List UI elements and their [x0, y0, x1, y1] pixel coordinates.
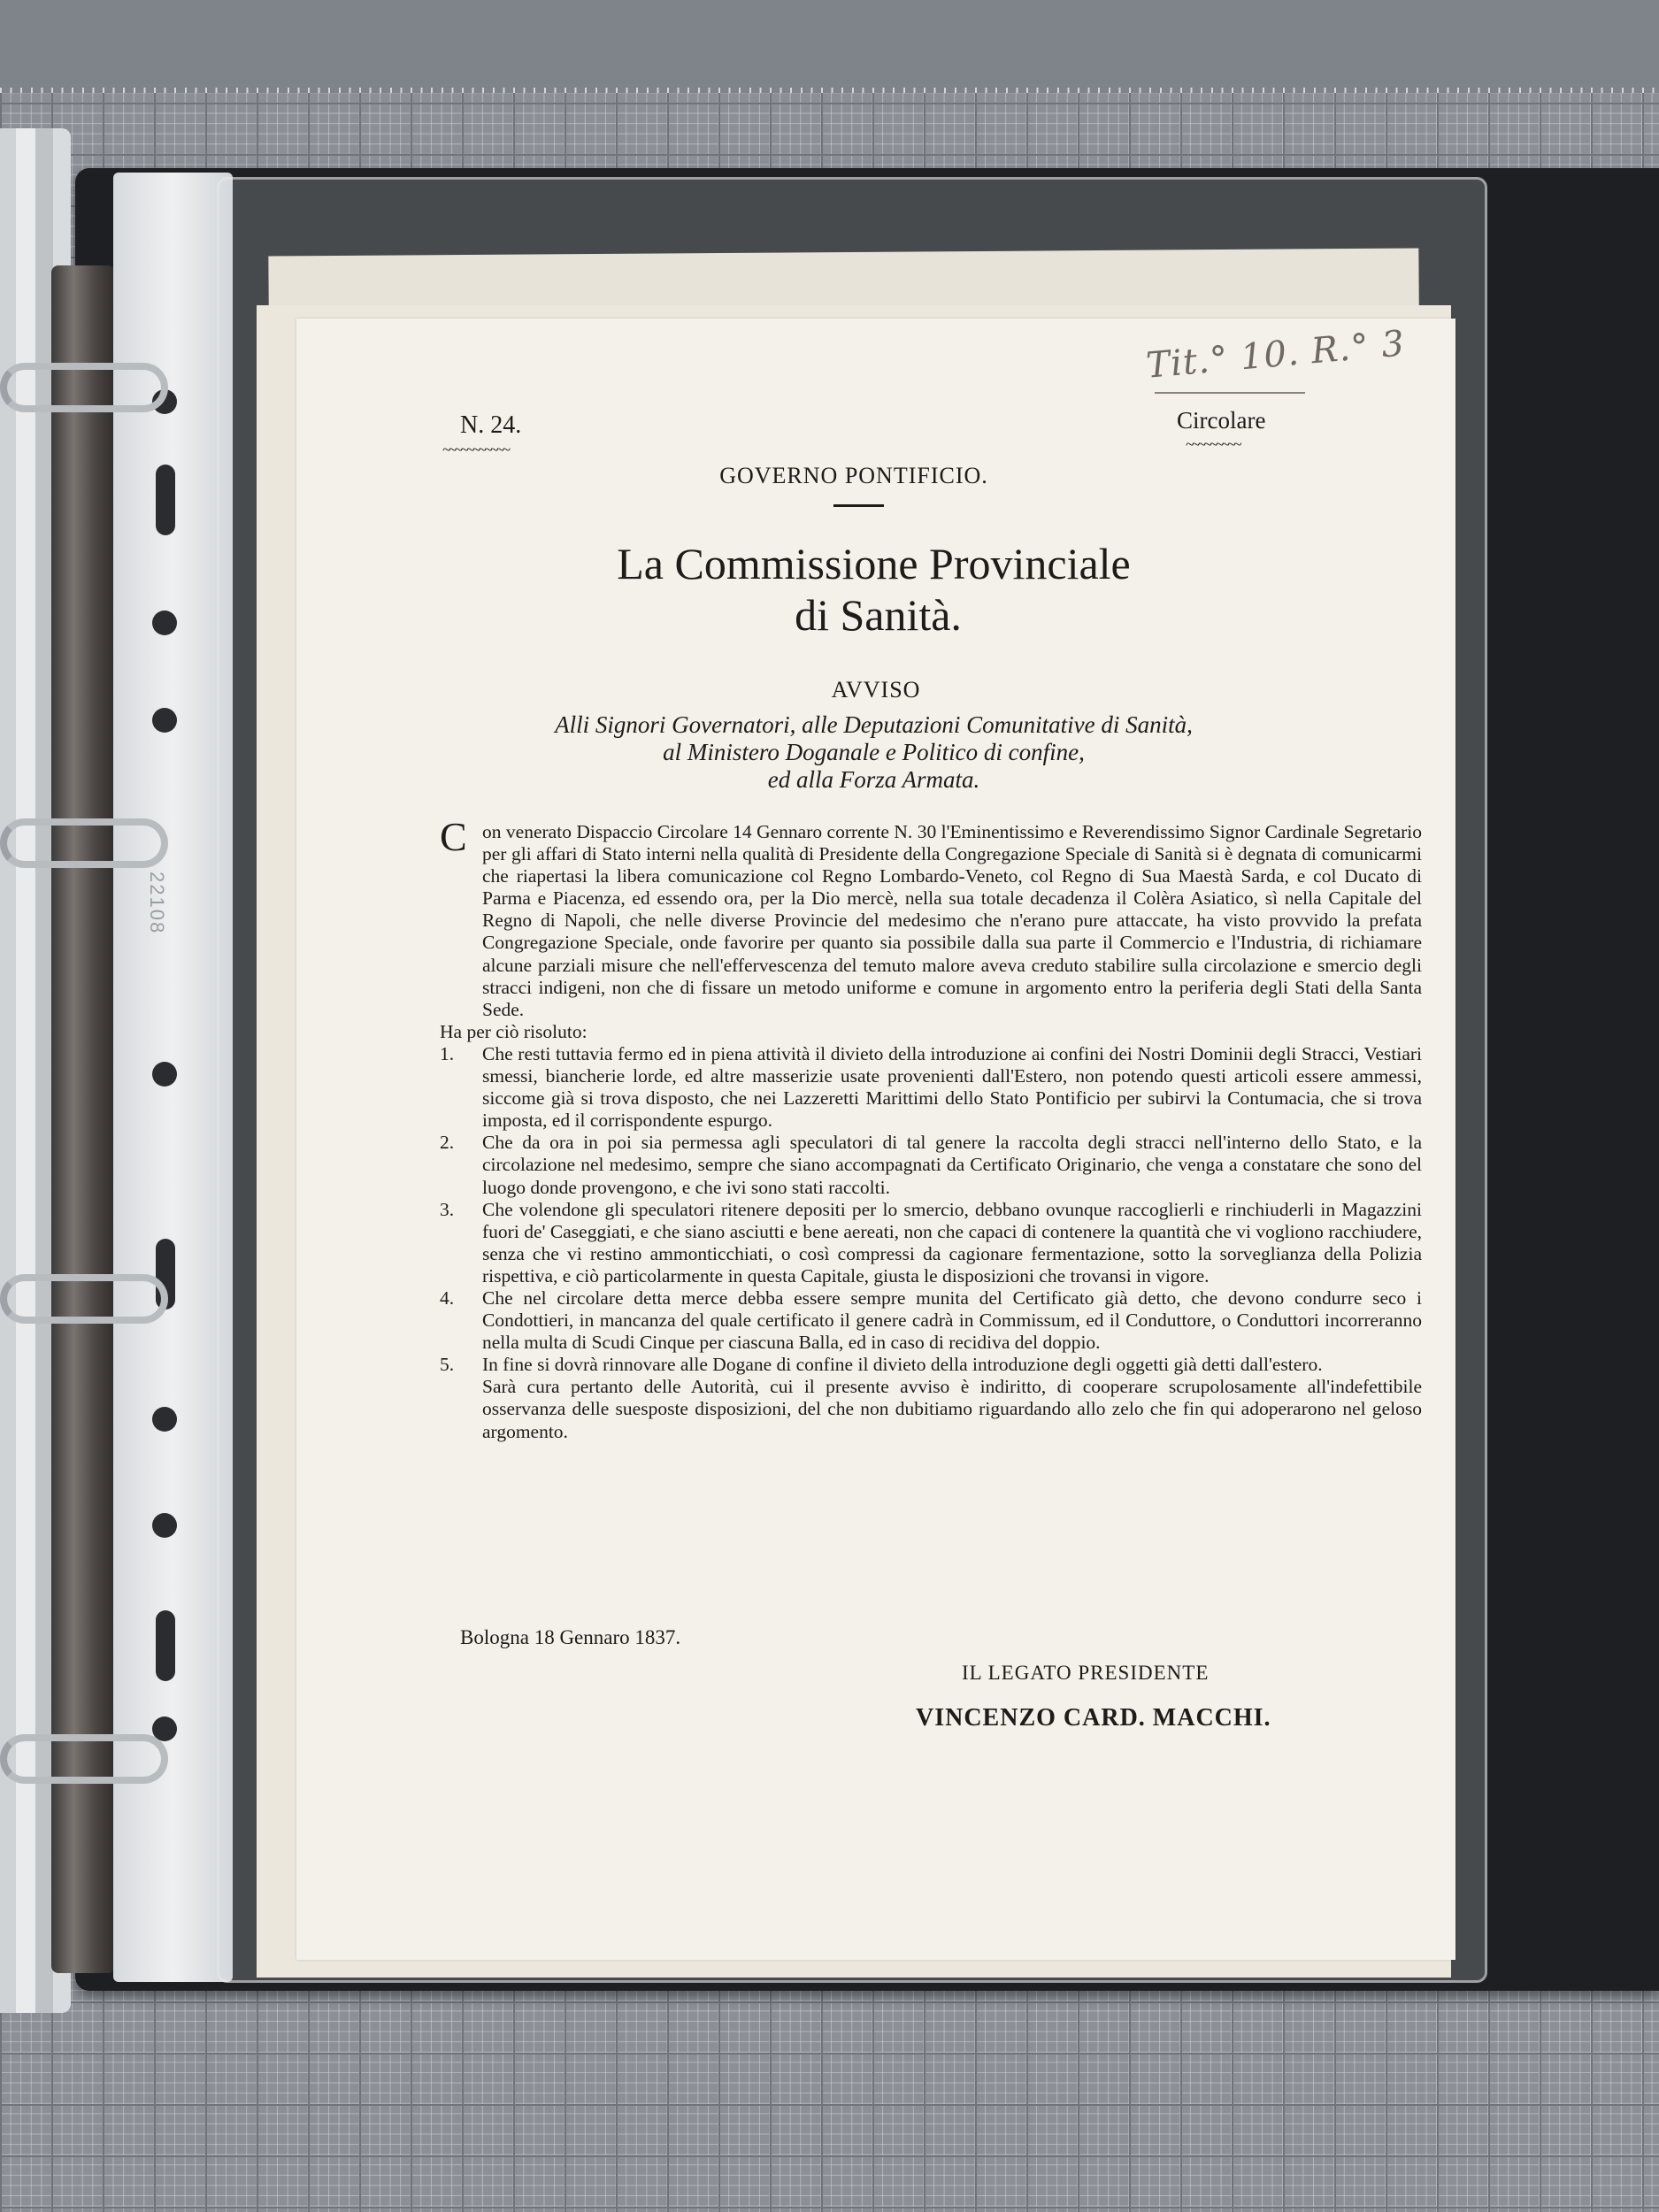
- signer-name: VINCENZO CARD. MACCHI.: [916, 1704, 1271, 1732]
- item-number: 1.: [440, 1042, 455, 1064]
- title-line: di Sanità.: [795, 590, 962, 640]
- punch-hole-icon: [152, 611, 177, 635]
- government-heading: GOVERNO PONTIFICIO.: [719, 463, 988, 488]
- addressees-block: [296, 711, 1451, 794]
- punch-slot-icon: [156, 1610, 175, 1681]
- binder-ring-icon[interactable]: [0, 363, 168, 412]
- notice-heading: AVVISO: [831, 677, 921, 703]
- drop-cap: C: [440, 814, 467, 859]
- notice-body: [440, 814, 1422, 1443]
- item-text: Che volendone gli speculatori ritenere depositi per lo smercio, debbano ovunque raccoglierli e rinchiuderli in Magazzini fuori de' Caseggiati, e che siano asciutti e bene aereati, non che capaci di contenere la quantità che vi vogliono racchiudere, senza che vi restino ammonticchiati, o così compressi da cagionare fermentazione, sotto la sorveglianza della Polizia rispettiva, e ciò particolarmente in questa Capitale, giusta le disposizioni che trovansi in vigore.: [482, 1198, 1422, 1286]
- place-date: Bologna 18 Gennaro 1837.: [460, 1626, 681, 1648]
- signer-title: IL LEGATO PRESIDENTE: [962, 1662, 1210, 1684]
- mat-ruler-band: [0, 0, 1659, 93]
- item-text: In fine si dovrà rinnovare alle Dogane di confine il divieto della introduzione degli oggetti già detti dall'estero.: [482, 1354, 1323, 1376]
- addressee-line: ed alla Forza Armata.: [767, 766, 980, 793]
- intro-paragraph: [440, 814, 1422, 1021]
- closing-paragraph: Sarà cura pertanto delle Autorità, cui il presente avviso è indiritto, di cooperare scrupolosamente all'indefettibile osservanza delle suesposte disposizioni, del che non dubitiamo riguardando allo zelo che fin qui adoperarono nel geloso argomento.: [482, 1376, 1422, 1442]
- punch-slot-icon: [156, 465, 175, 535]
- title-line: La Commissione Provinciale: [617, 539, 1131, 588]
- binder-ring-icon[interactable]: [0, 1734, 168, 1784]
- binder-ring-icon[interactable]: [0, 818, 168, 868]
- document-page: [296, 319, 1455, 1960]
- document-type: Circolare: [1177, 407, 1266, 434]
- list-item: [440, 1043, 1422, 1132]
- punch-hole-icon: [152, 708, 177, 733]
- list-item: [440, 1354, 1422, 1376]
- list-item: [440, 1287, 1422, 1354]
- item-number: 2.: [440, 1132, 455, 1154]
- document-number: N. 24.: [460, 411, 522, 439]
- page-title: [296, 538, 1451, 641]
- punch-hole-icon: [152, 1062, 177, 1087]
- strip-label: 22108: [146, 872, 168, 935]
- punch-hole-icon: [152, 1513, 177, 1538]
- heading-rule: [833, 504, 884, 507]
- item-number: 5.: [440, 1354, 455, 1376]
- item-text: Che resti tuttavia fermo ed in piena attività il divieto della introduzione ai confini dei Nostri Dominii degli Stracci, Vestiari smessi, biancherie lorde, ed altre masserizie usate provenienti dall'Estero, non potendo questi articoli essere ammessi, siccome già si trova disposto, che nei Lazzeretti Marittimi dello Stato Pontificio per subirvi la Contumacia, che si trova imposta, ed il corrispondente espurgo.: [482, 1042, 1422, 1132]
- item-number: 4.: [440, 1286, 455, 1309]
- resolved-heading: Ha per ciò risoluto:: [440, 1020, 588, 1042]
- flourish-ornament-icon: ~~~~~~~~~: [1186, 435, 1240, 453]
- list-item: [440, 1132, 1422, 1198]
- addressee-line: Alli Signori Governatori, alle Deputazioni Comunitative di Sanità,: [555, 711, 1193, 738]
- ring-mechanism: [51, 265, 115, 1973]
- punch-hole-icon: [152, 1407, 177, 1432]
- binder-ring-icon[interactable]: [0, 1274, 168, 1324]
- handwritten-underline: [1155, 392, 1305, 394]
- item-text: Che da ora in poi sia permessa agli speculatori di tal genere la raccolta degli stracci nell'interno dello Stato, e la circolazione nel medesimo, sempre che siano accompagnati da Certificato Originario, che venga a constatare che sono del luogo donde provengono, e che ivi sono stati raccolti.: [482, 1132, 1422, 1198]
- item-number: 3.: [440, 1198, 455, 1220]
- addressee-line: al Ministero Doganale e Politico di confine,: [663, 739, 1085, 765]
- handwritten-archive-note: Tit.° 10. R.° 3: [1144, 323, 1407, 387]
- intro-text: on venerato Dispaccio Circolare 14 Gennaro corrente N. 30 l'Eminentissimo e Reverendissimo Signor Cardinale Segretario per gli affari di Stato interni nella qualità di Presidente della Congregazione Speciale di Sanità si è degnata di comunicarmi che riapertasi la libera comunicazione col Regno Lombardo-Veneto, col Regno di Sua Maestà Sarda, e col Ducato di Parma e Piacenza, ed essendo ora, per la Dio mercè, nella sua totale decadenza il Colèra Asiatico, sì nella Capitale del Regno di Napoli, che nelle diverse Provincie del medesimo che n'erano pure attaccate, ha visto provvido la prefata Congregazione Speciale, onde favorire per quanto sia possibile dalla sua parte il Commercio e l'Industria, di richiamare alcune parziali misure che nell'effervescenza del temuto malore aveva creduto stabilire sulla circolazione e smercio degli stracci indigeni, non che di fissare un metodo uniforme e comune in argomento entro la periferia degli Stati della Santa Sede.: [482, 821, 1422, 1020]
- item-text: Che nel circolare detta merce debba essere sempre munita del Certificato già detto, che devono condurre seco i Condottieri, in mancanza del quale certificato il genere cadrà in Commissum, ed il Conduttore, o Conduttori incorreranno nella multa di Scudi Cinque per ciascuna Balla, ed in caso di recidiva del doppio.: [482, 1286, 1422, 1354]
- flourish-ornament-icon: ~~~~~~~~~~~: [442, 441, 509, 458]
- list-item: [440, 1199, 1422, 1287]
